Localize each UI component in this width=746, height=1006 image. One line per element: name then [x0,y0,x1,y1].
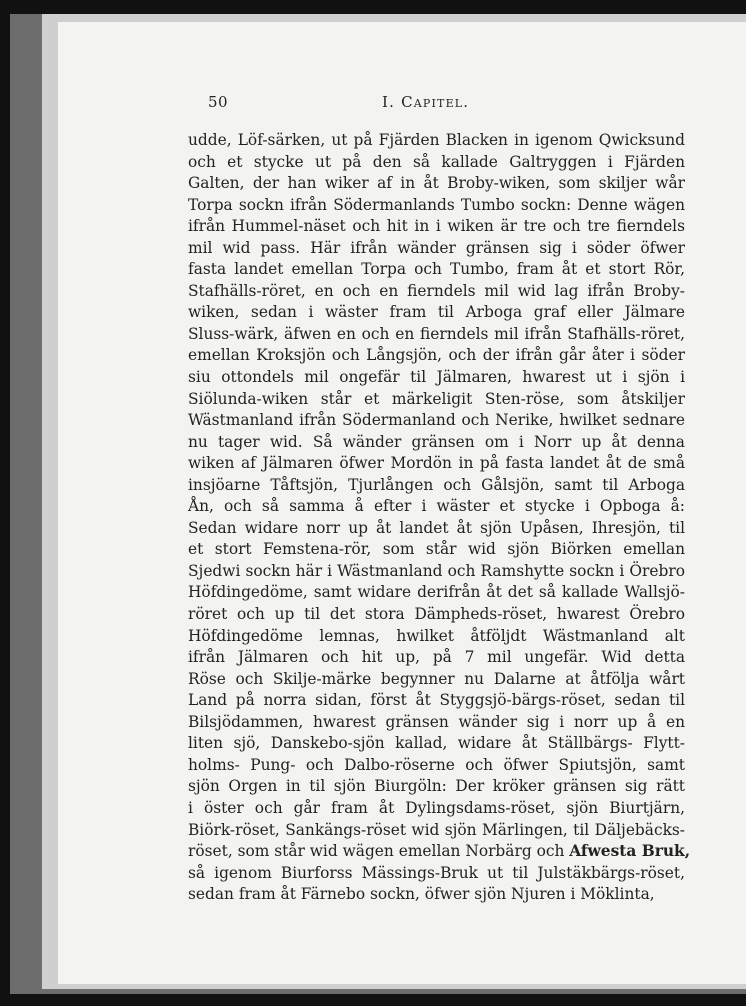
body-text [188,130,691,906]
text-line [188,539,685,561]
text-line [188,798,685,820]
text-line [188,281,685,303]
line-text: siu ottondels mil ongefär til Jälmaren, hwarest ut i sjön i [188,368,685,387]
text-line [188,367,685,389]
page-header [208,93,688,117]
text-line [188,389,685,411]
text-line [188,518,685,540]
chapter-prefix: I. [382,93,402,111]
line-text: holms- Pung- och Dalbo-röserne och öfwer Spiutsjön, samt [188,755,685,774]
line-text: sedan fram åt Färnebo sockn, öfwer sjön Njuren i Möklinta, [188,885,655,904]
line-text: Siölunda-wiken står et märkeligit Sten-röse, som åtskiljer [188,389,685,408]
line-text: fasta landet emellan Torpa och Tumbo, fram åt et stort Rör, [188,260,685,279]
text-line [188,863,685,885]
line-text: Bilsjödammen, hwarest gränsen wänder sig i norr up å en [188,712,685,731]
text-line [188,690,685,712]
text-line [188,669,685,691]
text-line [188,496,685,518]
text-line [188,604,685,626]
text-line [188,216,685,238]
text-line [188,345,685,367]
line-text: nu tager wid. Så wänder gränsen om i Norr up åt denna [188,432,685,451]
line-text: Röse och Skilje-märke begynner nu Dalarne at åtfölja wårt [188,669,685,688]
text-line [188,453,685,475]
line-text: emellan Kroksjön och Långsjön, och der ifrån går åter i söder [188,346,685,365]
line-text: röret och up til det stora Dämpheds-röset, hwarest Örebro [188,605,685,624]
text-line [188,195,685,217]
line-text: Höfdingedöme, samt widare derifrån åt det så kallade Wallsjö- [188,583,685,602]
chapter-title: Capitel. [401,93,470,111]
line-text: wiken af Jälmaren öfwer Mordön in på fasta landet åt de små [188,454,685,473]
text-line [188,820,685,842]
line-text: ifrån Hummel-näset och hit in i wiken är tre och tre fierndels [188,217,685,236]
bold-place-name: Afwesta Bruk [569,842,685,861]
line-text: Sluss-wärk, äfwen en och en fierndels mil ifrån Stafhälls-röret, [188,324,685,343]
line-text: Stafhälls-röret, en och en fierndels mil wid lag ifrån Broby- [188,281,685,300]
text-line [188,884,685,906]
text-line [188,841,691,863]
text-line [188,712,685,734]
text-line [188,647,685,669]
line-text-trailing: , [684,842,691,861]
text-line [188,582,685,604]
text-line [188,173,685,195]
line-text: insjöarne Tåftsjön, Tjurlången och Gålsjön, samt til Arboga [188,475,685,494]
text-line [188,733,685,755]
line-text: i öster och går fram åt Dylingsdams-röset, sjön Biurtjärn, [188,798,685,817]
line-text: udde, Löf-särken, ut på Fjärden Blacken in igenom Qwicksund [188,131,685,149]
line-text: sjön Orgen in til sjön Biurgöln: Der kröker gränsen sig rätt [188,777,685,796]
text-line [188,475,685,497]
text-line [188,626,685,648]
text-line [188,561,685,583]
text-line [188,238,685,260]
text-line [188,410,685,432]
text-line [188,152,685,174]
text-line [188,302,685,324]
line-text: röset, som står wid wägen emellan Norbärg och [188,842,570,861]
text-line [188,432,685,454]
running-head [382,93,469,111]
line-text: ifrån Jälmaren och hit up, på 7 mil ungefär. Wid detta [188,648,685,667]
line-text: Torpa sockn ifrån Södermanlands Tumbo sockn: Denne wägen [188,195,685,214]
line-text: och et stycke ut på den så kallade Galtryggen i Fjärden [188,152,685,171]
line-text: Wästmanland ifrån Södermanland och Nerike, hwilket sednare [188,411,685,430]
line-text: Höfdingedöme lemnas, hwilket åtföljdt Wästmanland alt [188,626,685,645]
text-line [188,776,685,798]
line-text: Ån, och så samma å efter i wäster et stycke i Opboga å: [188,497,685,516]
line-text: Sedan widare norr up åt landet åt sjön Upåsen, Ihresjön, til [188,518,685,537]
line-text: Land på norra sidan, först åt Styggsjö-bärgs-röset, sedan til [188,691,685,710]
text-line [188,259,685,281]
text-line [188,130,685,152]
text-line [188,324,685,346]
text-line [188,755,685,777]
line-text: Biörk-röset, Sankängs-röset wid sjön Märlingen, til Däljebäcks- [188,820,685,839]
page-number: 50 [208,93,229,111]
line-text: wiken, sedan i wäster fram til Arboga graf eller Jälmare [188,303,685,322]
line-text: så igenom Biurforss Mässings-Bruk ut til Julstäkbärgs-röset, [188,863,685,882]
line-text: Sjedwi sockn här i Wästmanland och Ramshytte sockn i Örebro [188,561,685,580]
line-text: Galten, der han wiker af in åt Broby-wiken, som skiljer wår [188,174,685,193]
line-text: mil wid pass. Här ifrån wänder gränsen sig i söder öfwer [188,238,685,257]
line-text: et stort Femstena-rör, som står wid sjön Biörken emellan [188,540,685,559]
line-text: liten sjö, Danskebo-sjön kallad, widare åt Ställbärgs- Flytt- [188,734,685,753]
